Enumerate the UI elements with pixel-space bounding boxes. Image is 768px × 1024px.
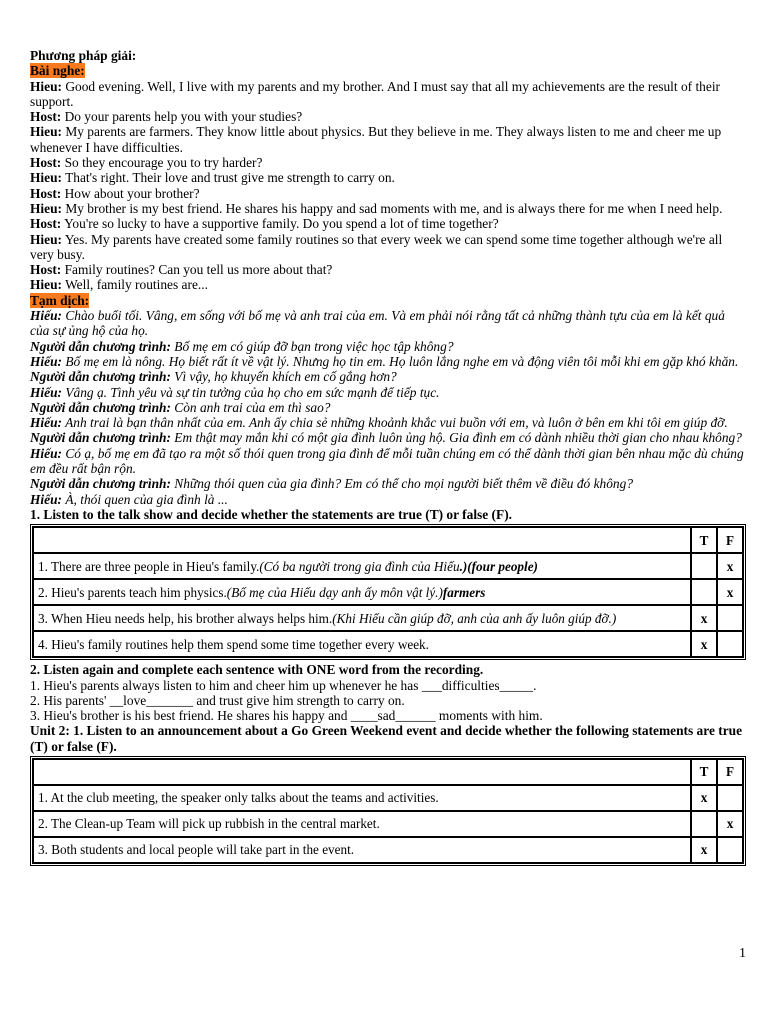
speaker: Người dẫn chương trình:	[30, 399, 171, 415]
true-column-header: T	[691, 759, 717, 785]
statement-cell: 2. The Clean-up Team will pick up rubbish in the central market.	[33, 811, 691, 837]
transcript-line	[30, 277, 746, 292]
task2-item: 3. Hieu's brother is his best friend. He shares his happy and ____sad______ moments with him.	[30, 708, 543, 724]
page-number: 1	[739, 946, 746, 961]
speaker: Host:	[30, 155, 62, 171]
false-column-header: F	[717, 527, 743, 553]
task2-item: 1. Hieu's parents always listen to him and cheer him up whenever he has ___difficulties_____.	[30, 677, 537, 693]
utterance: Những thói quen của gia đình? Em có thể cho mọi người biết thêm về điều đó không?	[170, 476, 634, 492]
speaker: Hiếu:	[30, 491, 62, 507]
statement-translation: (Bố mẹ của Hiếu dạy anh ấy môn vật lý.)	[226, 584, 443, 600]
transcript-line	[30, 232, 746, 263]
true-answer-cell: x	[691, 631, 717, 657]
statement-cell	[33, 579, 691, 605]
utterance: Family routines? Can you tell us more about that?	[61, 262, 333, 278]
utterance: Well, family routines are...	[62, 277, 208, 293]
statement-cell	[33, 605, 691, 631]
translation-line	[30, 354, 746, 369]
true-answer-cell: x	[691, 837, 717, 863]
speaker: Hiếu:	[30, 353, 62, 369]
table-row	[33, 605, 743, 631]
utterance: My parents are farmers. They know little about physics. But they believe in me. They always listen to me and cheer me up whenever I have difficulties.	[30, 124, 722, 155]
statement-cell: 1. At the club meeting, the speaker only talks about the teams and activities.	[33, 785, 691, 811]
false-column-header: F	[717, 759, 743, 785]
speaker: Hiếu:	[30, 308, 62, 324]
statement-translation: (Có ba người trong gia đình của Hiếu	[259, 558, 460, 574]
task2-item: 2. His parents' __love_______ and trust give him strength to carry on.	[30, 692, 405, 708]
utterance: Do your parents help you with your studies?	[61, 109, 303, 125]
utterance: À, thói quen của gia đình là ...	[62, 491, 228, 507]
true-answer-cell	[691, 553, 717, 579]
transcript-line	[30, 186, 746, 201]
utterance: Bố mẹ em là nông. Họ biết rất ít về vật lý. Nhưng họ tin em. Họ luôn lắng nghe em và động viên tôi mỗi khi em gặp khó khăn.	[62, 353, 739, 369]
true-answer-cell	[691, 811, 717, 837]
speaker: Hieu:	[30, 124, 62, 140]
true-answer-cell: x	[691, 605, 717, 631]
true-column-header: T	[691, 527, 717, 553]
transcript-line	[30, 155, 746, 170]
utterance: Good evening. Well, I live with my parents and my brother. And I must say that all my achievements are the result of their support.	[30, 78, 721, 109]
statement-text: 4. Hieu's family routines help them spend some time together every week.	[38, 636, 429, 652]
translation-line	[30, 492, 746, 507]
table-row	[33, 785, 743, 811]
false-answer-cell	[717, 631, 743, 657]
translation-line	[30, 369, 746, 384]
translation-line	[30, 415, 746, 430]
false-answer-cell	[717, 605, 743, 631]
transcript-line	[30, 124, 746, 155]
translation-line	[30, 476, 746, 491]
false-answer-cell: x	[717, 811, 743, 837]
table-row	[33, 837, 743, 863]
transcript-line	[30, 109, 746, 124]
speaker: Người dẫn chương trình:	[30, 338, 171, 354]
speaker: Người dẫn chương trình:	[30, 476, 171, 492]
answer-note: .)(four people)	[459, 558, 538, 574]
translation-line	[30, 446, 746, 477]
speaker: Hiếu:	[30, 445, 62, 461]
false-answer-cell	[717, 785, 743, 811]
table-header-row	[33, 759, 743, 785]
utterance: Có ạ, bố mẹ em đã tạo ra một số thói quen trong gia đình để mỗi tuần chúng em có thể dành thời gian bên nhau mặc dù chúng em đều rất bận rộn.	[30, 445, 744, 477]
transcript-line	[30, 216, 746, 231]
utterance: You're so lucky to have a supportive family. Do you spend a lot of time together?	[61, 216, 499, 232]
utterance: Bố mẹ em có giúp đỡ bạn trong việc học tập không?	[170, 338, 454, 354]
speaker: Người dẫn chương trình:	[30, 430, 171, 446]
utterance: Còn anh trai của em thì sao?	[170, 399, 331, 415]
table-row	[33, 579, 743, 605]
false-answer-cell	[717, 837, 743, 863]
false-answer-cell: x	[717, 579, 743, 605]
speaker: Host:	[30, 185, 62, 201]
translation-line	[30, 339, 746, 354]
utterance: Vâng ạ. Tình yêu và sự tin tưởng của họ cho em sức mạnh để tiếp tục.	[62, 384, 440, 400]
statement-translation: (Khi Hiếu cần giúp đỡ, anh của anh ấy luôn giúp đỡ.)	[332, 610, 617, 626]
speaker: Hiếu:	[30, 384, 62, 400]
table-row	[33, 553, 743, 579]
utterance: Chào buổi tối. Vâng, em sống với bố mẹ và anh trai của em. Và em phải nói rằng tất cả những thành tựu của em là kết quả của sự ủng hộ của họ.	[30, 308, 725, 339]
statement-cell	[33, 631, 691, 657]
utterance: Em thật may mắn khi có một gia đình luôn ủng hộ. Gia đình em có dành nhiều thời gian cho nhau không?	[170, 430, 742, 446]
statement-text: 3. When Hieu needs help, his brother always helps him.	[38, 610, 333, 626]
task1-table	[30, 524, 746, 660]
statement-cell	[33, 553, 691, 579]
transcript-line	[30, 201, 746, 216]
speaker: Hieu:	[30, 170, 62, 186]
transcript-line	[30, 170, 746, 185]
statement-header-cell	[33, 759, 691, 785]
translation	[30, 308, 746, 507]
utterance: How about your brother?	[61, 185, 200, 201]
task2-title: 2. Listen again and complete each sentence with ONE word from the recording.	[30, 662, 484, 678]
translation-label: Tạm dịch:	[30, 292, 90, 308]
statement-text: 2. Hieu's parents teach him physics.	[38, 584, 227, 600]
answer-note: farmers	[442, 584, 486, 600]
listening-label: Bài nghe:	[30, 63, 85, 79]
true-answer-cell	[691, 579, 717, 605]
utterance: So they encourage you to try harder?	[61, 155, 263, 171]
speaker: Hieu:	[30, 277, 62, 293]
statement-header-cell	[33, 527, 691, 553]
transcript-line	[30, 79, 746, 110]
table-row	[33, 811, 743, 837]
unit2-table	[30, 756, 746, 866]
speaker: Hieu:	[30, 200, 62, 216]
true-answer-cell: x	[691, 785, 717, 811]
unit2-title: Unit 2: 1. Listen to an announcement about a Go Green Weekend event and decide whether the following statements are true (T) or false (F).	[30, 723, 743, 754]
method-title: Phương pháp giải:	[30, 48, 137, 63]
speaker: Hieu:	[30, 231, 62, 247]
transcript-line	[30, 262, 746, 277]
utterance: That's right. Their love and trust give me strength to carry on.	[62, 170, 395, 186]
translation-line	[30, 308, 746, 339]
utterance: Vì vậy, họ khuyến khích em cố gắng hơn?	[170, 369, 397, 385]
table-row	[33, 631, 743, 657]
statement-cell: 3. Both students and local people will take part in the event.	[33, 837, 691, 863]
speaker: Hiếu:	[30, 415, 62, 431]
false-answer-cell: x	[717, 553, 743, 579]
speaker: Host:	[30, 216, 62, 232]
table-header-row	[33, 527, 743, 553]
speaker: Host:	[30, 109, 62, 125]
document-page	[30, 48, 746, 868]
task1-title: 1. Listen to the talk show and decide whether the statements are true (T) or false (F).	[30, 506, 513, 522]
speaker: Host:	[30, 262, 62, 278]
utterance: Yes. My parents have created some family routines so that every week we can spend some time together although we're all very busy.	[30, 231, 723, 262]
translation-line	[30, 385, 746, 400]
translation-line	[30, 430, 746, 445]
translation-line	[30, 400, 746, 415]
transcript	[30, 79, 746, 293]
speaker: Người dẫn chương trình:	[30, 369, 171, 385]
statement-text: 1. There are three people in Hieu's family.	[38, 558, 260, 574]
utterance: My brother is my best friend. He shares his happy and sad moments with me, and is always there for me when I need help.	[62, 200, 723, 216]
speaker: Hieu:	[30, 78, 62, 94]
utterance: Anh trai là bạn thân nhất của em. Anh ấy chia sẻ những khoảnh khắc vui buồn với em, và luôn ở bên em khi tôi em giúp đỡ.	[62, 415, 728, 431]
